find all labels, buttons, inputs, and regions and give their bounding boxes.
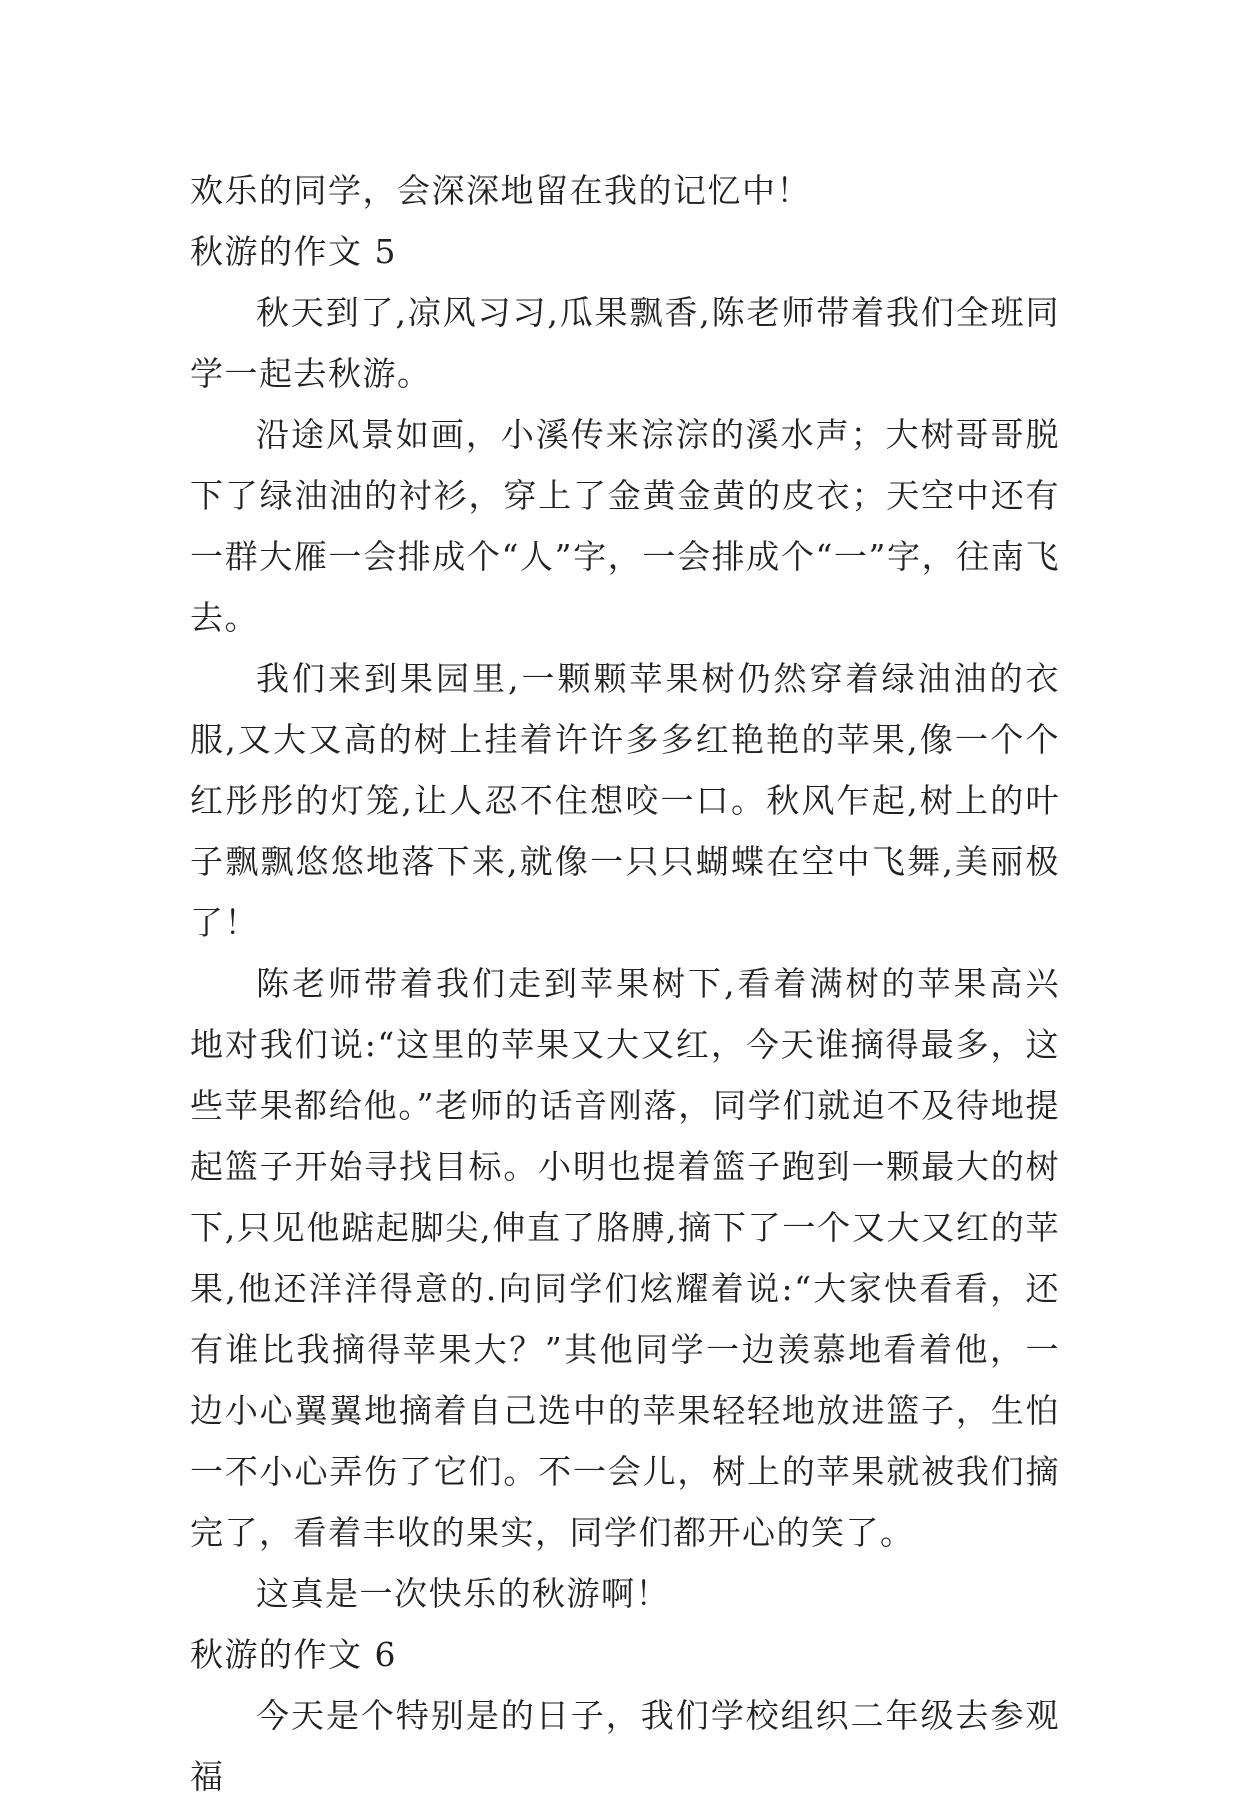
paragraph-continued: 欢乐的同学，会深深地留在我的记忆中！ — [190, 171, 811, 210]
essay-title-5: 秋游的作文 5 — [190, 232, 397, 271]
paragraph: 秋天到了,凉风习习,瓜果飘香,陈老师带着我们全班同学一起去秋游。 — [190, 293, 1060, 393]
paragraph: 这真是一次快乐的秋游啊！ — [256, 1574, 670, 1613]
paragraph: 陈老师带着我们走到苹果树下,看着满树的苹果高兴地对我们说:“这里的苹果又大又红，今天谁摘得最多，这些苹果都给他。”老师的话音刚落，同学们就迫不及待地提起篮子开始寻找目标。小明也提着篮子跑到一颗最大的树下,只见他踮起脚尖,伸直了胳膊,摘下了一个又大又红的苹果,他还洋洋得意的.向同学们炫耀着说:“大家快看看，还有谁比我摘得苹果大？”其他同学一边羡慕地看着他，一边小心翼翼地摘着自己选中的苹果轻轻地放进篮子，生怕一不小心弄伤了它们。不一会儿，树上的苹果就被我们摘完了，看着丰收的果实，同学们都开心的笑了。 — [190, 964, 1060, 1552]
paragraph: 沿途风景如画，小溪传来淙淙的溪水声；大树哥哥脱下了绿油油的衬衫，穿上了金黄金黄的皮衣；天空中还有一群大雁一会排成个“人”字，一会排成个“一”字，往南飞去。 — [190, 415, 1060, 637]
document-body — [190, 160, 1060, 1807]
essay-title-6: 秋游的作文 6 — [190, 1635, 397, 1674]
paragraph: 我们来到果园里,一颗颗苹果树仍然穿着绿油油的衣服,又大又高的树上挂着许许多多红艳艳的苹果,像一个个红彤彤的灯笼,让人忍不住想咬一口。秋风乍起,树上的叶子飘飘悠悠地落下来,就像一只只蝴蝶在空中飞舞,美丽极了！ — [190, 659, 1060, 942]
paragraph: 今天是个特别是的日子，我们学校组织二年级去参观福 — [190, 1696, 1060, 1796]
